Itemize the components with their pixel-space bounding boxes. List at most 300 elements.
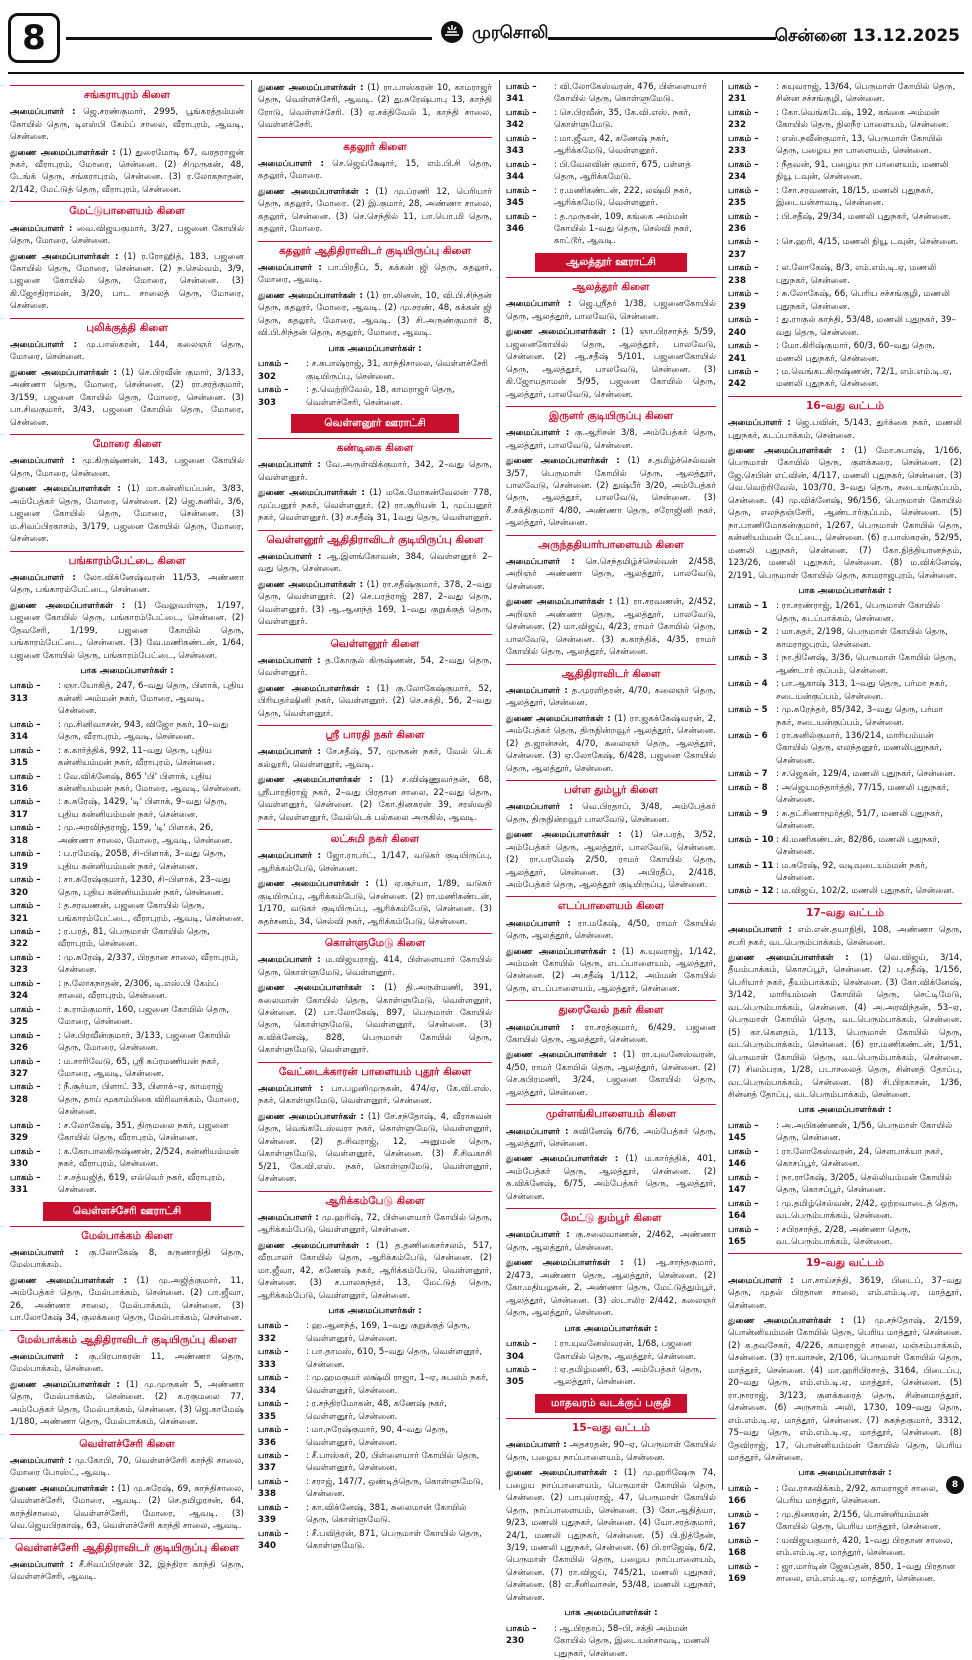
section-heading: வெள்ளச்சேரி கிளை xyxy=(10,1434,244,1452)
entry-text: (1) சே.சந்தோஷ், 4, வீராசுவன் தெரு, வெங்கடேஸ்வரா நகர், கொள்ளுமேடு, வெள்ளனூர், சென்னை. (2) த.சிவராஜ், 12, அனுமன் தெரு, கொள்ளுமேடு, வெள்ளனூர், சென்னை. (3) சீ.சிவகாசி 5/21, கே.வி.எஸ். நகர், கொள்ளுமேடு, வெள்ளனூர், சென்னை. xyxy=(258,1111,492,1185)
booth-number: பாகம் – 3 xyxy=(728,653,768,664)
entry-text: செ.ஜெய்க்ஷோர், 15, எம்.பி.சி தெரு, கதலூர், மோரை. xyxy=(258,159,493,182)
booth-number: பாகம் – 314 xyxy=(10,719,41,743)
booth-details: : வே.ராகவிக்கம், 2/92, காமராஜர் சாலை, பெரிய மாத்தூர், சென்னை. xyxy=(776,1483,939,1507)
booth-details: : த.வெற்றிவேல், 18, காமராஜர் தெரு, வெள்ளச்சேரி, சென்னை. xyxy=(306,385,455,408)
entry-text: ஜெ.பவின், 5/143, துர்க்கை நகர், மணலி புதுநகர், கடப்பாக்கம், சென்னை. xyxy=(728,418,963,441)
booth-row xyxy=(728,366,962,391)
entry-paragraph xyxy=(10,1379,244,1429)
section-heading: 15–வது வட்டம் xyxy=(506,1418,716,1436)
entry-label: துணை அமைப்பாளர்கள் : xyxy=(258,879,369,890)
booth-details: : ரா.சுனில்குமார், 136/214, மாரியம்மன் கோயில் தெரு, எலந்தனூர், மணலிபுதுநகர், சென்னை. xyxy=(776,730,942,766)
booth-row xyxy=(728,1146,962,1171)
entry-paragraph xyxy=(258,158,492,183)
header-divider xyxy=(8,72,964,74)
booth-details: : பா.தாமஸ், 610, 5–வது தெரு, வெள்ளனூர், சென்னை. xyxy=(306,1347,483,1370)
booth-row xyxy=(728,1120,962,1145)
booth-details: : மு.சுரேந்தர், 85/342, 3–வது தெரு, பர்மா நகர், சடையன்குப்பம், சென்னை. xyxy=(776,705,943,728)
booth-row xyxy=(728,860,962,885)
entry-label: துணை அமைப்பாளர்கள் : xyxy=(10,600,126,611)
booth-row xyxy=(728,808,962,833)
booth-row xyxy=(10,796,244,821)
booth-number: பாகம் – 237 xyxy=(728,237,759,260)
booth-details: : ஜா.மார்டின் ஜேகப்தன், 850, 1–வது பிரதான சாலை, எம்.எம்.டி.ஏ, மாத்தூர், சென்னை. xyxy=(776,1561,956,1585)
booth-row xyxy=(10,1004,244,1029)
booth-number: பாகம் – 7 xyxy=(728,769,768,780)
entry-label: துணை அமைப்பாளர்கள் : xyxy=(506,1258,624,1269)
booth-row xyxy=(728,600,962,625)
booth-row xyxy=(728,782,962,807)
entry-label: துணை அமைப்பாளர்கள் : xyxy=(506,946,616,957)
booth-row xyxy=(728,1483,962,1508)
entry-label: துணை அமைப்பாளர்கள் : xyxy=(728,1315,845,1326)
booth-details: : மு.தினகரன், 2/156, பொன்னியம்மன் கோயில் தெரு, பெரிய மாத்தூர், சென்னை. xyxy=(776,1509,941,1533)
booth-number: பாகம் – 168 xyxy=(728,1535,759,1559)
booth-row xyxy=(728,768,962,780)
booth-details: : ப.ரமேஷ், 2058, சி–பிளாக், 3–வது தெரு, புதிய கன்னியம்மன் நகர், சென்னை. xyxy=(58,849,226,872)
section-heading: லட்சுமி நகர் கிளை xyxy=(258,829,492,847)
booth-details: : செ.பிரவீன்குமார், 3/133, பஜனை கோயில் தெரு, மோரை, சென்னை. xyxy=(58,1030,231,1054)
booth-row xyxy=(258,1450,492,1475)
booth-details: : மோ.கிரிஷ்குமார், 60/3, 60–வது தெரு, மணலி புதுநகர், சென்னை. xyxy=(776,341,936,364)
entry-label: அமைப்பாளர் : xyxy=(506,685,568,696)
booth-row xyxy=(258,1372,492,1397)
booth-row xyxy=(258,1476,492,1501)
area-heading: வெள்ளனூர் ஊராட்சி xyxy=(291,414,459,433)
entry-text: மு.கோபி, 70, வெள்ளச்சேரி காந்தி சாலை, மோரை போஸ்ட், ஆவடி. xyxy=(10,1455,244,1479)
entry-paragraph xyxy=(10,600,244,662)
booth-number: பாகம் – 313 xyxy=(10,681,41,704)
booth-number: பாகம் – 344 xyxy=(506,159,537,183)
entry-label: அமைப்பாளர் : xyxy=(506,1126,569,1137)
booth-row xyxy=(728,211,962,236)
entry-text: ஜெ.ஸ்ரீதர் 1/38, பஜனைகோயில் தெரு, ஆலத்தூர், பாலவேடு, சென்னை. xyxy=(506,299,716,322)
booth-details: : ம.வெங்கடகிருஷ்ணன், 72/1, எம்.எம்.டி.ஏ, மணலி புதுநகர், சென்னை. xyxy=(776,366,952,390)
entry-text: (1) மு.அஜித்குமார், 11, அம்பேத்கர் தெரு, மேல்பாக்கம், சென்னை. (2) பா.ஜீவா, 26, அண்ணா சாலை, மேல்பாக்கம், சென்னை. (3) பா.லோகேஷ் 34, குலக்கரை தெரு, மேல்பாக்கம், சென்னை. xyxy=(10,1275,244,1324)
entry-label: அமைப்பாளர் : xyxy=(506,1440,567,1451)
entry-paragraph xyxy=(506,918,716,943)
entry-label: அமைப்பாளர் : xyxy=(728,925,792,936)
entry-label: துணை அமைப்பாளர்கள் : xyxy=(10,251,119,262)
booth-row xyxy=(10,1172,244,1197)
section-heading: எடப்பாளையம் கிளை xyxy=(506,896,716,914)
entry-paragraph xyxy=(506,946,716,996)
booth-details: : ஹ.ஆனந்த், 169, 1–வது குறுக்குத் தெரு, வெள்ளனூர், சென்னை. xyxy=(306,1321,470,1344)
booth-number: பாகம் – 325 xyxy=(10,1004,41,1028)
booth-details: : ச.ஜெகன், 129/4, மணலி புதுநகர், சென்னை. xyxy=(776,769,956,780)
booth-row xyxy=(506,81,716,106)
entry-text: வே.அருள்விக்குமார், 342, 2–வது தெரு, வெள்ளனூர். xyxy=(258,460,492,483)
booth-number: பாகம் – 341 xyxy=(506,82,537,105)
column-divider xyxy=(722,80,723,1490)
entry-text: வை.விஜயகுமார், 3/27, பஜனை கோயில் தெரு, மோரை, சென்னை. xyxy=(10,223,244,247)
entry-paragraph xyxy=(258,551,492,576)
booth-details: : து.ராகுல் காந்தி, 53/48, மணலி புதுநகர், 39–வது தெரு, சென்னை. xyxy=(776,315,956,338)
booth-number: பாகம் – 339 xyxy=(258,1502,289,1526)
entry-paragraph xyxy=(10,483,244,545)
entry-text: ம.விஜயராஜ், 414, பிள்ளையார் கோயில் தெரு, கொள்ளுமேடு, வெள்ளனூர். xyxy=(258,955,492,978)
entry-label: அமைப்பாளர் : xyxy=(506,428,570,439)
entry-label: துணை அமைப்பாளர்கள் : xyxy=(506,1468,618,1479)
entry-paragraph xyxy=(258,82,492,132)
entry-label: துணை அமைப்பாளர்கள் : xyxy=(728,952,849,963)
booth-row xyxy=(10,822,244,847)
entry-label: அமைப்பாளர் : xyxy=(258,655,321,666)
booth-row xyxy=(258,1398,492,1423)
booth-number: பாகம் – 302 xyxy=(258,359,289,382)
entry-label: துணை அமைப்பாளர்கள் : xyxy=(728,446,845,456)
entry-paragraph xyxy=(506,685,716,710)
page-number: 8 xyxy=(8,13,60,63)
booth-row xyxy=(506,211,716,248)
booth-details: : ம.சாரிவேடு, 65, ஸ்ரீ சுப்ரமணியன் நகர், மோரை, ஆவடி, சென்னை. xyxy=(58,1056,220,1079)
entry-label: துணை அமைப்பாளர்கள் : xyxy=(258,1111,364,1122)
sub-heading: பாக அமைப்பாளர்கள் : xyxy=(798,585,892,596)
entry-paragraph xyxy=(10,572,244,597)
entry-paragraph xyxy=(506,801,716,826)
entry-text: அதசரதன், 90–ஏ, பெருமாள் கோயில் தெரு, பழைய நாப்பாளையம், சென்னை. xyxy=(506,1440,716,1463)
section-heading: வெள்ளச்சேரி ஆதிதிராவிடர் குடியிருப்பு கிளை xyxy=(10,1538,244,1556)
booth-details: : யவிஜயகுமார், 420, 1–வது பிரதான சாலை, எம்.எம்.டி.ஏ, மாத்தூர், சென்னை. xyxy=(776,1535,953,1559)
entry-label: துணை அமைப்பாளர்கள் : xyxy=(258,186,369,197)
entry-paragraph xyxy=(258,878,492,928)
booth-row xyxy=(728,288,962,313)
booth-number: பாகம் – 236 xyxy=(728,211,759,234)
booth-row xyxy=(728,159,962,184)
booth-number: பாகம் – 332 xyxy=(258,1321,289,1344)
entry-text: மு.ஹரிஷ், 72, பிள்ளையார் கோயில் தெரு, ஆரிக்கம்பேடு, வெள்ளனூர், சென்னை. xyxy=(258,1212,492,1236)
entry-paragraph xyxy=(258,655,492,680)
entry-paragraph xyxy=(258,290,492,340)
entry-text: (1) செ.பிரவீன் குமார், 3/133, அண்ணா தெரு, மோரை, சென்னை. (2) ரா.சரத்குமார், 3/159, பஜனை கோயில் தெரு, மோரை, சென்னை. (3) பா.சிவகுமார், 3/43, பஜனை கோயில் தெரு, மோரை, சென்னை. xyxy=(10,367,244,428)
entry-label: அமைப்பாளர் : xyxy=(506,918,571,929)
entry-label: துணை அமைப்பாளர்கள் : xyxy=(506,327,616,338)
entry-label: அமைப்பாளர் : xyxy=(258,262,322,273)
section-heading: பள்ள தும்பூர் கிளை xyxy=(506,780,716,798)
masthead-brand xyxy=(440,20,549,48)
entry-text: (1) த.தணிகைசர்சலம், 517, வீரபாலர் கோயில் தெரு, ஆரிக்கம்பேடு, சென்னை. (2) மா.ஜீவா, 42, கணேஷ் நகர், ஆரிக்கம்பேடு, வெள்ளனூர், சென்னை. (3) ச.பாலசுந்தர், 13, மேட்டுத் தெரு, ஆரிக்கம்பேடு, வெள்ளனூர், சென்னை. xyxy=(258,1240,492,1301)
booth-row xyxy=(10,771,244,796)
booth-row xyxy=(728,626,962,651)
booth-details: : ச.சத்யஜித், 619, எல்வெர் நகர், வீராபுரம், சென்னை. xyxy=(58,1172,226,1196)
entry-label: துணை அமைப்பாளர்கள் : xyxy=(506,1050,617,1061)
entry-text: (1) ரா.யுவனேஸ்வரன், 4/50, ராமர் கோயில் தெரு, ஆலத்தூர், சென்னை. (2) செ.சுபிரமணி, 3/24, பஜனை கோயில் தெரு, ஆலத்தூர், சென்னை. xyxy=(506,1050,716,1098)
entry-text: கு.லோகேஷ் 8, கருணாநிதி தெரு, மேல்பாக்கம். xyxy=(10,1247,244,1271)
entry-label: துணை அமைப்பாளர்கள் : xyxy=(258,488,365,499)
booth-number: பாகம் – 327 xyxy=(10,1056,41,1079)
booth-number: பாகம் – 240 xyxy=(728,315,759,338)
entry-paragraph xyxy=(506,1022,716,1047)
booth-number: பாகம் – 145 xyxy=(728,1120,759,1144)
booth-number: பாகம் – 324 xyxy=(10,978,41,1002)
booth-number: பாகம் – 342 xyxy=(506,107,537,131)
booth-number: பாகம் – 326 xyxy=(10,1030,41,1054)
entry-label: அமைப்பாளர் : xyxy=(728,418,791,429)
booth-row xyxy=(10,1120,244,1145)
entry-paragraph xyxy=(506,1439,716,1464)
entry-text: மு.கிருஷ்ணன், 143, பஜனை கோயில் தெரு, மோரை, சென்னை. xyxy=(10,456,245,479)
booth-row xyxy=(10,952,244,977)
entry-label: அமைப்பாளர் : xyxy=(258,159,324,170)
entry-text: த.முரளிதரன், 4/70, கலைஞர் தெரு, ஆலத்தூர், சென்னை. xyxy=(506,685,716,709)
booth-row xyxy=(258,1346,492,1371)
booth-details: : சு.தட்சிணாமூர்த்தி, 51/7, மணலி புதுநகர், சென்னை. xyxy=(776,808,943,832)
entry-text: (1) வெ.விஜய், 3/14, தீயம்பாக்கம், கொசப்பூர், சென்னை. (2) பு.சதீஷ், 1/156, பெரியார் நகர், தீயம்பாக்கம், சென்னை. (3) கோ.விக்னேஷ், 3/142, மாரியம்மன் கோயில் தெரு, செட்டிமேடு, வடபெரும்பாக்கம், சென்னை. (4) அ.அரவிந்தன், 53–ஏ, பெருமாள் கோயில் தெரு, வடபெரும்பாக்கம், சென்னை. (5) கா.கௌதம், 1/113, பெருமாள் கோயில் தெரு, வடபெரும்பாக்கம், சென்னை. (6) ரா.மணிகண்டன், 1/51, பெருமாள் கோயில் தெரு, வடபெரும்பாக்கம், சென்னை. (7) சிலம்பரசு, 1/28, படாசலைத் தெரு, சின்னத் தோப்பு, வடபெரும்பாக்கம், சென்னை. (8) சி.பிரகாசன், 1/36, சின்னத் தோப்பு, வடபெரும்பாக்கம், சென்னை. xyxy=(728,952,962,1100)
entry-text: பா.பழனிமுருகன், 474/ஏ, கே.வி.எஸ். நகர், கொள்ளுமேடு, வெள்ளனூர், சென்னை. xyxy=(258,1084,492,1107)
entry-text: (1) ர.ரோஹித், 183, பஜனை கோயில் தெரு, மோரை, சென்னை. (2) ந.செல்வம், 3/9, பஜனை கோயில் தெரு, மோரை, சென்னை. (3) கி.ஜோதிராமன், 3/20, பாட சாலைத் தெரு, மோரை, சென்னை. xyxy=(10,251,244,312)
booth-row xyxy=(10,745,244,770)
booth-number: பாகம் – 231 xyxy=(728,82,759,105)
booth-details: : பி.சதீஷ், 29/34, மணலி புதுநகர், சென்னை. xyxy=(776,211,951,222)
entry-text: (1) ச.தமிழ்ச்செல்வன் 3/57, பெருமாள் கோயில் தெரு, ஆலத்தூர், பாலவேடு, சென்னை. (2) துஷ்பீர் 3/20, அம்பேத்கர் தெரு, ஆலத்தூர், பாலவேடு, சென்னை. (3) சீ.சக்திகுமார் 4/80, அண்ணா தெரு, சரோஜினி நகர், ஆலத்தூர், சென்னை. xyxy=(506,456,716,529)
booth-number: பாகம் – 319 xyxy=(10,849,41,872)
booth-number: பாகம் – 330 xyxy=(10,1146,41,1170)
entry-label: துணை அமைப்பாளர்கள் : xyxy=(258,983,375,994)
booth-details: : கி.மணிகண்டன், 82/86, மணலி புதுநகர், சென்னை. xyxy=(776,834,940,858)
entry-text: (1) ஞா.பிரசாந்த் 5/59, பஜனைகோயில் தெரு, ஆலத்தூர், பாலவேடு, சென்னை. (2) ஆ.சதீஷ் 5/101, பஜனைகோயில் தெரு, ஆலத்தூர், பாலவேடு, சென்னை. (3) கி.ஜோயதாமன் 5/95, பஜனை கோயில் தெரு, ஆலத்தூர், பாலவேடு, சென்னை. xyxy=(506,327,716,400)
booth-details: : ம.சுரேஷ், 92, வடிவுடையம்மன் நகர், சென்னை. xyxy=(776,860,928,883)
entry-label: அமைப்பாளர் : xyxy=(258,1212,319,1223)
entry-paragraph xyxy=(258,459,492,484)
booth-details: : மு.தமிழ்செல்வன், 2/42, ஒற்றவாடைத் தெரு, வடபெரும்பாக்கம், சென்னை. xyxy=(776,1198,959,1222)
booth-details: : சராஜ், 147/7, ஒண்டித்தெரு, கொள்ளுமேடு, சென்னை. xyxy=(306,1476,484,1500)
entry-label: அமைப்பாளர் : xyxy=(10,1351,79,1362)
sub-heading: பாக அமைப்பாளர்கள் : xyxy=(328,343,422,354)
entry-text: (1) மகே.மோகன்வேலன் 778, முப்பனூர் நகர், வெள்ளனூர். (2) ரா.சூரியன் 1, முப்பனூர் நகர், வெள்ளனூர். (3) ச.சதீஷ் 31, 1வது தெரு, வெள்ளனூர். xyxy=(258,488,492,524)
column-2 xyxy=(258,80,493,1552)
booth-row xyxy=(10,874,244,899)
entry-label: துணை அமைப்பாளர்கள் : xyxy=(258,683,370,694)
booth-details: : பி.வேலவின் குமார், 675, பள்ளத் தெரு, ஆரிக்கமேடு. xyxy=(554,159,691,183)
booth-details: : வே.விக்னேஷ், 865 'பி' பிளாக், புதிய கன்னியம்மன் நகர், மோரை, ஆவடி, சென்னை. xyxy=(58,771,242,795)
section-heading: மேட்டுபாளையம் கிளை xyxy=(10,201,244,219)
column-4 xyxy=(728,80,963,1585)
booth-details: : க.கார்த்திக், 992, 11–வது தெரு, புதிய கன்னியம்மன் நகர், வீராபுரம், சென்னை. xyxy=(58,745,215,769)
entry-paragraph xyxy=(10,1275,244,1325)
section-heading: இருளர் குடியிருப்பு கிளை xyxy=(506,406,716,424)
section-heading: ஸ்ரீ பாரதி நகர் கிளை xyxy=(258,725,492,743)
entry-text: (1) ரா.சரவணன், 2/452, அறிஞர் அண்ணா தெரு, ஆலத்தூர், பாலவேடு, சென்னை. (2) மா.விஜய், 4/23, ராமர் கோயில் தெரு, பாலவேடு, சென்னை. (3) சு.காந்திக், 4/35, ராமர் கோயில் தெரு, ஆலத்தூர், சென்னை. xyxy=(506,597,716,658)
booth-row xyxy=(258,1320,492,1345)
booth-details: : எஸ்.நவீன்குமார், 13, பெருமாள் கோயில் தெரு, பழைய நா பாளையம், சென்னை. xyxy=(776,133,943,157)
entry-paragraph xyxy=(728,1275,962,1312)
booth-details: : ந.லோகநாதன், 2/306, டி.எஸ்.பி கேம்ப் சாலை, வீராபுரம், சென்னை. xyxy=(58,978,219,1002)
entry-text: ஜோ.ராபர்ட், 1/147, வடுகர் குடியிருப்பு, ஆரிக்கம்பேடு, சென்னை. xyxy=(258,851,493,874)
booth-number: பாகம் – 230 xyxy=(506,1623,537,1647)
sub-heading: பாக அமைப்பாளர்கள் : xyxy=(80,665,174,676)
booth-details: : ச.சுபாஷ்ராஜ், 31, காந்திசாலை, வெள்ளச்சேரி குடியிருப்பு, சென்னை. xyxy=(306,359,488,382)
booth-number: பாகம் – 10 xyxy=(728,834,774,845)
entry-paragraph xyxy=(258,683,492,720)
section-heading: மேல்பாக்கம் ஆதிதிராவிடர் குடியிருப்பு கிளை xyxy=(10,1330,244,1348)
booth-number: பாகம் – 5 xyxy=(728,705,768,716)
booth-number: பாகம் – 166 xyxy=(728,1483,759,1507)
booth-row xyxy=(728,1198,962,1223)
entry-text: சே.சதீஷ், 57, முருகன் நகர், வேல் டெக் கல்லூரி, வெள்ளனூர், ஆவடி. xyxy=(258,747,492,770)
entry-paragraph xyxy=(258,262,492,287)
entry-label: அமைப்பாளர் : xyxy=(10,1247,79,1258)
entry-paragraph xyxy=(10,1247,244,1272)
booth-number: பாகம் – 346 xyxy=(506,211,537,234)
entry-paragraph xyxy=(258,850,492,875)
booth-details: : சபிரசாந்த், 2/28, அண்ணா தெரு, வடபெரும்பாக்கம், சென்னை. xyxy=(776,1224,911,1247)
booth-details: : த.சரவணன், பஜனை கோயில் தெரு, பங்காரம்பேட்டை, வீராபுரம், ஆவடி, சென்னை. xyxy=(58,901,244,924)
booth-row xyxy=(10,978,244,1003)
booth-details: : ர.சந்திரமோகன், 48, கணேஷ் நகர், வெள்ளனூர், சென்னை. xyxy=(306,1399,447,1422)
booth-details: : ஞா.யோகித், 247, 6–வது தெரு, பிளாக், புதிய கன்னி அம்மன் நகர், மோரை, ஆவடி, சென்னை. xyxy=(58,681,244,717)
column-3 xyxy=(506,80,716,1659)
booth-number: பாகம் – 235 xyxy=(728,185,759,209)
entry-label: அமைப்பாளர் : xyxy=(10,572,76,583)
entry-text: (1) மு.ப்ரணி 12, பெரியார் தெரு, கதலூர், மோரை. (2) இ.குமார், 28, அண்ணா சாலை, கதலூர், சென்னை. (3) செ.செந்தில் 11, பா.பொ.மி தெரு, கதலூர், மோரை. xyxy=(258,186,492,235)
entry-text: (1) சு.யுவராஜ், 1/142, அம்மன் கோயில் தெரு, எடப்பாளையம், ஆலத்தூர், சென்னை. (2) அ.சதீஷ் 1/112, அம்மன் கோயில் தெரு, எடப்பாளையம், ஆலத்தூர், சென்னை. xyxy=(506,946,716,994)
entry-label: துணை அமைப்பாளர்கள் : xyxy=(10,1379,120,1390)
booth-number: பாகம் – 316 xyxy=(10,771,41,795)
booth-row xyxy=(258,384,492,409)
sub-heading: பாக அமைப்பாளர்கள் : xyxy=(564,1608,658,1619)
entry-paragraph xyxy=(10,106,244,143)
entry-label: அமைப்பாளர் : xyxy=(258,955,321,966)
entry-text: (1) ரா.லினன், 10, வி.பி.சிந்தன் தெரு, கதலூர், மோரை, ஆவடி. (2) மு.சரண், 48, கக்கன் ஜி தெரு, கதலூர், மோரை, ஆவடி. (3) சி.அருண்குமார் 8, வி.பி.சிந்தன் தெரு, கதலூர், மோரை, ஆவடி. xyxy=(258,290,493,339)
entry-paragraph xyxy=(728,924,962,949)
entry-label: அமைப்பாளர் : xyxy=(258,851,322,862)
entry-paragraph xyxy=(10,1483,244,1533)
booth-details: : வி.லோகேஸ்வரன், 476, பிள்ளையார் கோயில் தெரு, கொள்ளுமேடு. xyxy=(554,82,707,105)
entry-paragraph xyxy=(258,1240,492,1302)
entry-paragraph xyxy=(10,1559,244,1584)
entry-paragraph xyxy=(506,1257,716,1319)
booth-row xyxy=(10,719,244,744)
entry-label: துணை அமைப்பாளர்கள் : xyxy=(258,290,363,301)
entry-label: துணை அமைப்பாளர்கள் : xyxy=(10,1275,128,1286)
booth-details: : ர.மணிகண்டன், 222, லஷ்மி நகர், ஆரிக்கமேடு, வெள்ளனூர். xyxy=(554,185,692,209)
section-heading: அருந்ததியார்பாளையம் கிளை xyxy=(506,535,716,553)
booth-details: : செ.ஹரி, 4/15, மணலி நியூ டவுன், சென்னை. xyxy=(776,237,959,248)
booth-number: பாகம் – 8 xyxy=(728,782,768,793)
booth-row xyxy=(10,680,244,717)
entry-text: பா.பிரதீப், 5, கக்கன் ஜி தெரு, கதலூர், மோரை, ஆவடி. xyxy=(258,262,492,286)
entry-text: லோ.விக்னேஷ்வரன் 11/53, அண்ணா தெரு, பங்காரம்பேட்டை, சென்னை. xyxy=(10,572,244,596)
entry-text: வெ.பிரதாப், 3/48, அம்பேத்கர் தெரு, திருநின்றவூர் பாலவேடு, சென்னை. xyxy=(506,802,716,825)
section-heading: 19–வது வட்டம் xyxy=(728,1253,962,1271)
sub-heading: பாக அமைப்பாளர்கள் : xyxy=(798,1105,892,1116)
section-heading: பங்காரம்பேட்டை கிளை xyxy=(10,551,244,569)
booth-row xyxy=(728,185,962,210)
booth-row xyxy=(506,1338,716,1363)
booth-number: பாகம் – 241 xyxy=(728,341,759,364)
section-heading: துரைவேல் நகர் கிளை xyxy=(506,1000,716,1018)
booth-details: : ல.லோகேஷ், 8/3, எம்.எம்.டி.ஏ, மணலி புதுநகர், சென்னை. xyxy=(776,263,937,286)
booth-row xyxy=(728,1561,962,1586)
booth-number: பாகம் – 304 xyxy=(506,1339,537,1362)
booth-row xyxy=(728,340,962,365)
entry-paragraph xyxy=(506,829,716,891)
booth-details: : மு.சுரேஷ், 2/337, பிரதான சாலை, வீராபுரம், சென்னை. xyxy=(58,952,239,976)
column-divider xyxy=(251,80,252,1490)
entry-label: அமைப்பாளர் : xyxy=(10,1455,72,1466)
section-heading: புலிக்குத்தி கிளை xyxy=(10,318,244,336)
entry-label: துணை அமைப்பாளர்கள் : xyxy=(10,147,116,158)
entry-text: செ.செந்தமிழ்ச்செல்வன் 2/458, அறிஞர் அண்ணா தெரு, ஆலத்தூர், பாலவேடு, சென்னை. xyxy=(506,557,716,592)
booth-row xyxy=(728,81,962,106)
booth-details: : சுயுவராஜ், 13/64, பெருமாள் கோயில் தெரு, சின்ன சச்சங்குழி, சென்னை. xyxy=(776,82,956,105)
entry-text: (1) ரா.பாஸ்கரன் 10, காமராஜர் தெரு, வெள்ளச்சேரி, ஆவடி. (2) து.சுரேஷ்பாபு 13, காந்தி ரோடு, வெள்ளச்சேரி. (3) ஏ.சக்திவேல் 1, காந்தி சாலை, வெள்ளச்சேரி. xyxy=(258,83,492,131)
entry-paragraph xyxy=(258,1083,492,1108)
booth-details: : ரா.லோகேஸ்வரன், 24, செளபாக்யா நகர், கொசப்பூர், சென்னை. xyxy=(776,1146,944,1170)
booth-number: பாகம் – 164 xyxy=(728,1198,759,1222)
entry-label: துணை அமைப்பாளர்கள் : xyxy=(258,1240,370,1251)
booth-details: : மு.அரவிந்தராஜ், 159, 'டி' பிளாக், 26, அண்ணா சாலை, மோரை, ஆவடி, சென்னை. xyxy=(58,823,233,846)
booth-number: பாகம் – 337 xyxy=(258,1451,289,1474)
entry-paragraph xyxy=(10,147,244,197)
entry-label: அமைப்பாளர் : xyxy=(10,340,78,350)
entry-text: பா.சாய்சந்தி, 3619, பிடைப், 37–வது தெரு, முதல் பிரதான சாலை, எம்.எம்.டி.ஏ, மாத்தூர், சென்னை. xyxy=(728,1275,963,1311)
section-heading: கண்டிகை கிளை xyxy=(258,438,492,456)
section-heading: ஆதிதிராவிடர் கிளை xyxy=(506,664,716,682)
entry-label: அமைப்பாளர் : xyxy=(506,1022,575,1033)
entry-label: துணை அமைப்பாளர்கள் : xyxy=(506,713,611,724)
booth-number: பாகம் – 340 xyxy=(258,1528,289,1552)
area-heading: மாதவரம் வடக்குப் பகுதி xyxy=(535,1394,686,1413)
entry-paragraph xyxy=(506,298,716,323)
entry-text: (1) மு.ஹரிஷேரு 74, பழைய நாப்பாளையம், பெருமாள் கோயில் தெரு, சென்னை. (2) பாபுஸ்ராஜ், 47, பெருமாள் கோயில் தெரு, நாப்பாளையம், சென்னை. (3) கோ.ஆதித்யா, 9/23, மணலி புதுநகர், சென்னை. (4) யோ.சரத்குமார், 24/1, மணலி புதுநகர், சென்னை. (5) பி.நித்தேன், 3/19, மணலி புதுநகர், சென்னை. (6) பி.ராஜேஷ், 6/2, பெருமாள் கோயில் தெரு, பழைய நாப்பாளையம், சென்னை. (7) ரா.விஜய், 745/21, மணலி புதுநகர், சென்னை. (8) எ.சீனிவாசன், 53/48, மணலி புதுநகர், சென்னை. xyxy=(506,1468,716,1603)
booth-details: : ரா.யுவனேஸ்வரன், 1/68, பஜனை கோயில் தெரு, ஆலத்தூர், சென்னை. xyxy=(554,1339,697,1362)
booth-number: பாகம் – 233 xyxy=(728,133,759,157)
entry-text: கு.சலைவாணன், 2/462, அண்ணா தெரு, ஆலத்தூர், சென்னை. xyxy=(506,1230,716,1253)
booth-number: பாகம் – 305 xyxy=(506,1364,537,1388)
entry-label: அமைப்பாளர் : xyxy=(10,1559,74,1570)
booth-details: : சு.ராம்குமார், 160, பஜனை கோயில் தெரு, மோரை, சென்னை. xyxy=(58,1004,230,1028)
entry-label: அமைப்பாளர் : xyxy=(258,460,321,471)
entry-paragraph xyxy=(10,1351,244,1376)
entry-paragraph xyxy=(258,487,492,524)
section-heading: முள்ளங்கிபாளையம் கிளை xyxy=(506,1104,716,1122)
entry-paragraph xyxy=(10,367,244,429)
entry-text: (1) ரா.சதீஷ்குமார், 378, 2–வது தெரு, வெள்ளனூர். (2) செ.பரத்ராஜ் 287, 2–வது தெரு, வெள்ளனூர். (3) ஆ.ஆனந்த் 169, 1–வது குறுக்குத் தெரு, வெள்ளனூர். xyxy=(258,579,492,628)
masthead-rule-left xyxy=(66,37,432,40)
booth-details: : சீ.பவித்ரன், 871, பெருமாள் கோயில் தெரு, கொள்ளுமேடு. xyxy=(306,1528,482,1552)
entry-label: துணை அமைப்பாளர்கள் : xyxy=(258,579,364,590)
entry-paragraph xyxy=(258,186,492,236)
booth-number: பாகம் – 9 xyxy=(728,808,768,819)
booth-row xyxy=(728,652,962,677)
booth-details: : செ.பிரவீன், 35, கே.வி.எஸ். நகர், கொள்ளுமேடு. xyxy=(554,107,691,131)
booth-number: பாகம் – 345 xyxy=(506,185,537,209)
entry-paragraph xyxy=(258,1212,492,1237)
entry-paragraph xyxy=(506,1467,716,1604)
section-heading: 17–வது வட்டம் xyxy=(728,903,962,921)
entry-paragraph xyxy=(258,982,492,1057)
booth-row xyxy=(728,730,962,767)
newspaper-name: முரசொலி xyxy=(472,23,549,43)
entry-label: அமைப்பாளர் : xyxy=(506,802,573,813)
entry-text: (1) மா.கன்னியப்பன், 3/83, அம்பேத்கர் தெரு, மோரை, சென்னை. (2) ஜெ.சுனில், 3/6, பஜனை கோயில் தெரு, மோரை, சென்னை. (3) ம.சிவப்பிரகாசம், 3/179, பஜனை கோயில் தெரு, மோரை, சென்னை. xyxy=(10,484,245,545)
entry-paragraph xyxy=(506,427,716,452)
entry-paragraph xyxy=(728,417,962,442)
booth-row xyxy=(506,133,716,158)
entry-text: கு.ஆரிசன் 3/8, அம்பேத்கர் தெரு, ஆலத்தூர், பாலவேடு, சென்னை. xyxy=(506,428,716,451)
entry-paragraph xyxy=(258,1111,492,1186)
entry-paragraph xyxy=(10,339,244,364)
booth-details: : க.கோபாலகிருஷ்ணன், 2/524, கன்னியம்மன் நகர், வீராபுரம், சென்னை. xyxy=(58,1146,240,1170)
entry-text: த.கோகுல் கிருஷ்ணன், 54, 2–வது தெரு, வெள்ளனூர். xyxy=(258,655,492,679)
booth-number: பாகம் – 335 xyxy=(258,1399,289,1422)
booth-number: பாகம் – 331 xyxy=(10,1172,41,1196)
booth-number: பாகம் – 336 xyxy=(258,1425,289,1448)
entry-text: (1) மு.சுரேஷ், 69, காந்திசாலை, வெள்ளச்சேரி, மோரை, ஆவடி. (2) செ.தமிழரசன், 64, காந்திசாலை, வெள்ளச்சேரி, மோரை, ஆவடி. (3) வெ.ஜெயபிரகாஷ், 63, வெள்ளச்சேரி காந்தி சாலை, ஆவடி. xyxy=(10,1483,244,1532)
entry-text: (1) ரா.ஜகக்கேஷ்வரன், 2, அம்பேத்கர் தெரு, திருநின்றவூர் ஆலத்தூர், சென்னை. (2) த.ஜான்சன், 4/70, கலைஞர் தெரு, ஆலத்தூர், சென்னை. (3) ஏ.லோகேஷ், 6/428, பஜனை கோயில் தெரு, ஆலத்தூர், சென்னை. xyxy=(506,713,716,774)
section-heading: மோரை கிளை xyxy=(10,434,244,452)
